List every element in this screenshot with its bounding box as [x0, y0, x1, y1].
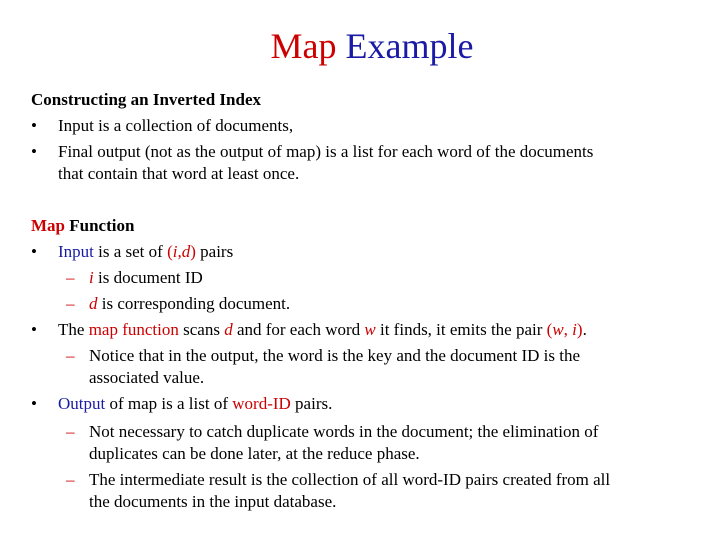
var-i: i	[572, 320, 577, 339]
section2-heading-function: Function	[65, 216, 135, 235]
section1-heading: Constructing an Inverted Index	[31, 90, 261, 109]
section2-bullet2-sub1-line1: Notice that in the output, the word is the key and the document ID is the	[89, 346, 580, 365]
section2-bullet1-sub2	[89, 294, 290, 314]
section2-bullet3-sub1-line2: duplicates can be done later, at the reduce phase.	[89, 444, 420, 463]
paren: (	[546, 320, 553, 339]
text-span: pairs	[195, 242, 234, 261]
comma: ,	[563, 320, 573, 339]
paren: (	[167, 242, 173, 261]
var-i: i	[172, 242, 178, 261]
paren: )	[576, 320, 583, 339]
section2-bullet2	[58, 320, 587, 340]
section2-bullet1	[58, 242, 233, 262]
dash-icon: –	[66, 268, 75, 287]
text-span: is a set of	[93, 242, 168, 261]
bullet-icon: •	[31, 142, 37, 161]
var-d: d	[181, 242, 191, 261]
var-d: d	[224, 320, 233, 339]
section1-bullet2-line1: Final output (not as the output of map) is a list for each word of the documents	[58, 142, 594, 161]
var-w: w	[552, 320, 564, 339]
title-word-map: Map	[270, 26, 337, 66]
comma: ,	[177, 242, 182, 261]
section2-heading-map: Map	[31, 216, 65, 235]
section2-bullet3-sub1-line1: Not necessary to catch duplicate words in the document; the elimination of	[89, 422, 599, 441]
dash-icon: –	[66, 346, 75, 365]
paren: )	[190, 242, 196, 261]
section2-bullet2-sub1-line2: associated value.	[89, 368, 205, 387]
text-span: pairs.	[290, 394, 333, 413]
section2-heading	[31, 216, 134, 236]
text-span: is corresponding document.	[97, 294, 291, 313]
slide-title	[0, 24, 720, 68]
dash-icon: –	[66, 294, 75, 313]
output-term: Output	[58, 394, 106, 413]
title-word-example: Example	[345, 26, 474, 66]
section2-bullet3-sub2-line1: The intermediate result is the collection of all word-ID pairs created from all	[89, 470, 611, 489]
bullet-icon: •	[31, 320, 37, 339]
section1-bullet1: Input is a collection of documents,	[58, 116, 294, 135]
input-term: Input	[58, 242, 94, 261]
text-span: scans	[178, 320, 225, 339]
dash-icon: –	[66, 470, 75, 489]
section1-bullet2-line2: that contain that word at least once.	[58, 164, 300, 183]
text-span: and for each word	[232, 320, 365, 339]
section2-bullet1-sub1	[89, 268, 203, 288]
var-w: w	[364, 320, 376, 339]
bullet-icon: •	[31, 242, 37, 261]
section2-bullet3	[58, 394, 332, 414]
map-function-term: map function	[88, 320, 179, 339]
text-span: The	[58, 320, 89, 339]
text-span: it finds, it emits the pair	[375, 320, 547, 339]
bullet-icon: •	[31, 394, 37, 413]
text-span: is document ID	[93, 268, 203, 287]
dash-icon: –	[66, 422, 75, 441]
text-span: of map is a list of	[105, 394, 233, 413]
var-i: i	[89, 268, 94, 287]
text-span: .	[582, 320, 587, 339]
section2-bullet3-sub2-line2: the documents in the input database.	[89, 492, 337, 511]
var-d: d	[89, 294, 98, 313]
word-id-term: word-ID	[232, 394, 291, 413]
bullet-icon: •	[31, 116, 37, 135]
